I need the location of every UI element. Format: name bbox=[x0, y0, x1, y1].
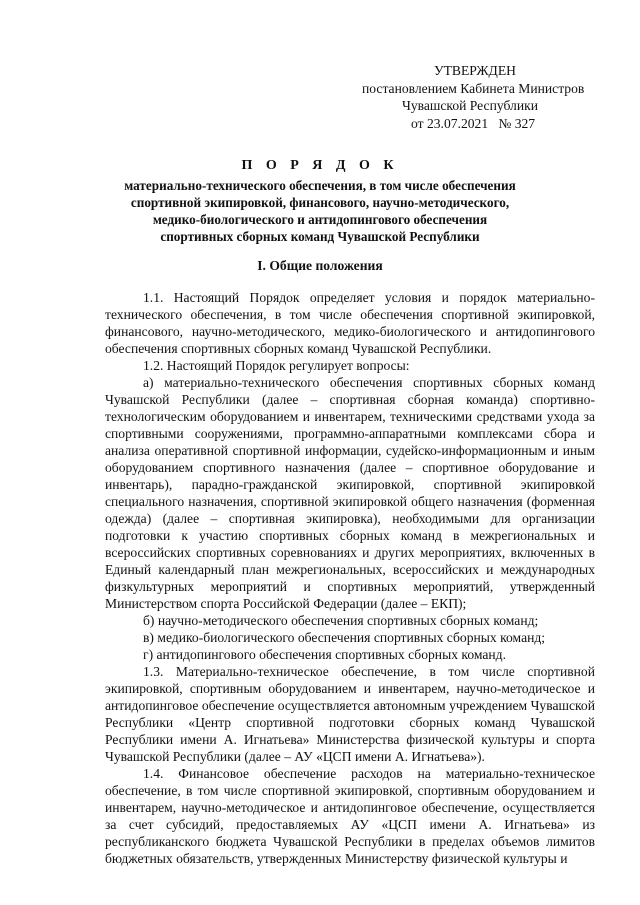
document-body bbox=[105, 289, 595, 867]
paragraph-1-2-b: б) научно-методического обеспечения спортивных сборных команд; bbox=[143, 613, 539, 628]
approval-heading: УТВЕРЖДЕН bbox=[434, 63, 516, 78]
document-subtitle: материально-технического обеспечения, в том числе обеспечения спортивной экипировкой, финансового, научно-методического, медико-биологического и антидопингового обеспечения спортивных сборных команд Чувашской Республики bbox=[124, 178, 516, 244]
section-heading: I. Общие положения bbox=[257, 258, 383, 273]
paragraph-1-4: 1.4. Финансовое обеспечение расходов на материально-техническое обеспечение, в том числе спортивной экипировкой, спортивным оборудованием и инвентарем, научно-методическое и антидопинговое обеспечение, осуществляется за счет субсидий, предоставляемых АУ «ЦСП имени А. Игнатьева» из республиканского бюджета Чувашской Республики в пределах объемов лимитов бюджетных обязательств, утвержденных Министерству физической культуры и bbox=[105, 766, 595, 866]
paragraph-1-3: 1.3. Материально-техническое обеспечение, в том числе спортивной экипировкой, спортивным оборудованием и инвентарем, научно-методическое и антидопинговое обеспечение осуществляется автономным учреждением Чувашской Республики «Центр спортивной подготовки сборных команд Чувашской Республики имени А. Игнатьева» Министерства физической культуры и спорта Чувашской Республики (далее – АУ «ЦСП имени А. Игнатьева»). bbox=[105, 664, 595, 764]
paragraph-1-2: 1.2. Настоящий Порядок регулирует вопросы: bbox=[143, 358, 410, 373]
approval-date-number: от 23.07.2021 № 327 bbox=[411, 115, 536, 131]
paragraph-1-1: 1.1. Настоящий Порядок определяет условия и порядок материально-технического обеспечения, в том числе обеспечения спортивной экипировкой, финансового, научно-методического, медико-биологического и антидопингового обеспечения спортивных сборных команд Чувашской Республики. bbox=[105, 290, 595, 356]
paragraph-1-2-a: а) материально-технического обеспечения спортивных сборных команд Чувашской Республики (далее – спортивная сборная команда) спортивно-технологическим оборудованием и инвентарем, техническими средствами ухода за спортивными сооружениями, программно-аппаратными комплексами сбора и анализа оперативной спортивной информации, судейско-информационным и иным оборудованием спортивного назначения (далее – спортивное оборудование и инвентарь), парадно-гражданской экипировкой, спортивной экипировкой специального назначения, спортивной экипировкой общего назначения (форменная одежда) (далее – спортивная экипировка), необходимыми для организации подготовки к участию спортивных сборных команд в межрегиональных и всероссийских спортивных соревнованиях и других мероприятиях, включенных в Единый календарный план межрегиональных, всероссийских и международных физкультурных мероприятий и спортивных мероприятий, утвержденный Министерством спорта Российской Федерации (далее – ЕКП); bbox=[105, 375, 595, 611]
paragraph-1-2-v: в) медико-биологического обеспечения спортивных сборных команд; bbox=[143, 630, 546, 645]
paragraph-1-2-g: г) антидопингового обеспечения спортивных сборных команд. bbox=[143, 647, 506, 662]
document-title: П О Р Я Д О К bbox=[241, 158, 399, 173]
approval-stamp bbox=[362, 62, 602, 132]
approval-issuer: постановлением Кабинета Министров bbox=[362, 80, 585, 96]
approval-region: Чувашской Республики bbox=[402, 98, 538, 113]
